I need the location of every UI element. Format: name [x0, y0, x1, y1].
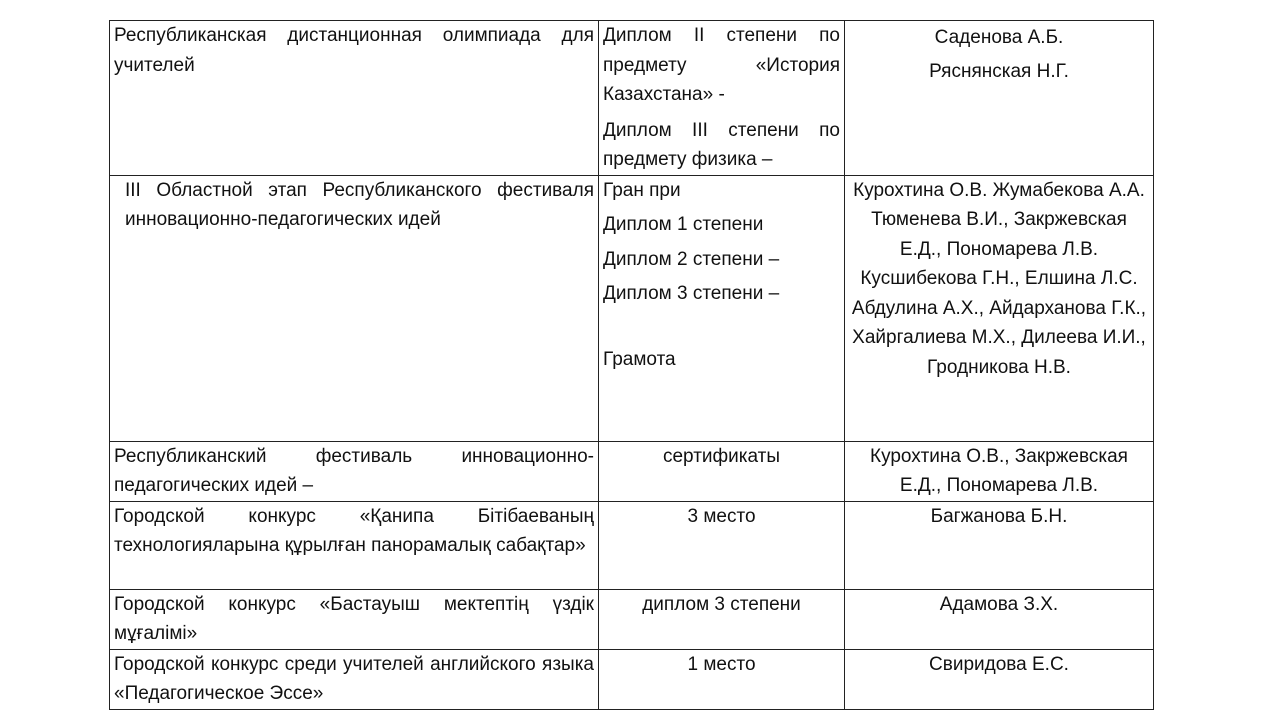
event-text: Республиканский фестиваль инновационно-педагогических идей – — [114, 445, 594, 496]
result-text: диплом 3 степени — [642, 593, 801, 615]
participants-text: Курохтина О.В. Жумабекова А.А. Тюменева В.И., Закржевская Е.Д., Пономарева Л.В. Кусшибекова Г.Н., Елшина Л.С. Абдулина А.Х., Айдарханова Г.К., Хайргалиева М.Х., Дилеева И.И., Гродникова Н.В. — [851, 179, 1147, 378]
awards-table — [109, 20, 1154, 710]
participant-name: Саденова А.Б. — [934, 27, 1064, 48]
event-text: Городской конкурс среди учителей английского языка «Педагогическое Эссе» — [114, 653, 594, 704]
event-text: III Областной этап Республиканского фестиваля инновационно-педагогических идей — [125, 179, 594, 230]
result-line: Диплом 2 степени – — [603, 248, 780, 270]
result-cell — [599, 649, 845, 709]
result-text: 1 место — [687, 653, 756, 675]
result-cell — [599, 589, 845, 649]
event-cell — [110, 21, 599, 176]
event-cell — [110, 501, 599, 589]
participants-text: Багжанова Б.Н. — [930, 505, 1068, 527]
result-line: Диплом III степени по предмету физика – — [603, 119, 840, 170]
event-cell — [110, 649, 599, 709]
event-text: Республиканская дистанционная олимпиада для учителей — [114, 25, 594, 76]
result-text: 3 место — [687, 505, 756, 527]
event-text: Городской конкурс «Қанипа Бітібаеваның технологияларына құрылған панорамалық сабақтар» — [114, 505, 594, 556]
participants-cell — [845, 501, 1154, 589]
participants-cell — [845, 649, 1154, 709]
result-cell — [599, 21, 845, 176]
participants-text: Курохтина О.В., Закржевская Е.Д., Пономарева Л.В. — [870, 445, 1128, 496]
participants-cell — [845, 175, 1154, 441]
table-row — [110, 441, 1154, 501]
result-line: Гран при — [603, 179, 681, 201]
table-row — [110, 649, 1154, 709]
table-row — [110, 501, 1154, 589]
result-line: Диплом 3 степени – — [603, 283, 780, 304]
event-cell — [110, 589, 599, 649]
participants-cell — [845, 21, 1154, 176]
result-text: сертификаты — [662, 445, 780, 467]
line-gap — [603, 309, 840, 345]
result-line: Диплом II степени по предмету «История Казахстана» - — [603, 25, 840, 105]
result-cell — [599, 501, 845, 589]
participants-cell — [845, 589, 1154, 649]
table-row — [110, 589, 1154, 649]
participant-name: Ряснянская Н.Г. — [929, 60, 1069, 82]
result-line: Грамота — [603, 348, 676, 370]
event-cell — [110, 441, 599, 501]
event-text: Городской конкурс «Бастауыш мектептің үздік мұғалімі» — [114, 593, 594, 644]
result-cell — [599, 175, 845, 441]
table-row — [110, 21, 1154, 176]
participants-cell — [845, 441, 1154, 501]
result-line: Диплом 1 степени — [603, 214, 764, 235]
event-cell — [110, 175, 599, 441]
result-cell — [599, 441, 845, 501]
table-row — [110, 175, 1154, 441]
participants-text: Свиридова Е.С. — [929, 653, 1069, 675]
participants-text: Адамова З.Х. — [939, 593, 1059, 615]
